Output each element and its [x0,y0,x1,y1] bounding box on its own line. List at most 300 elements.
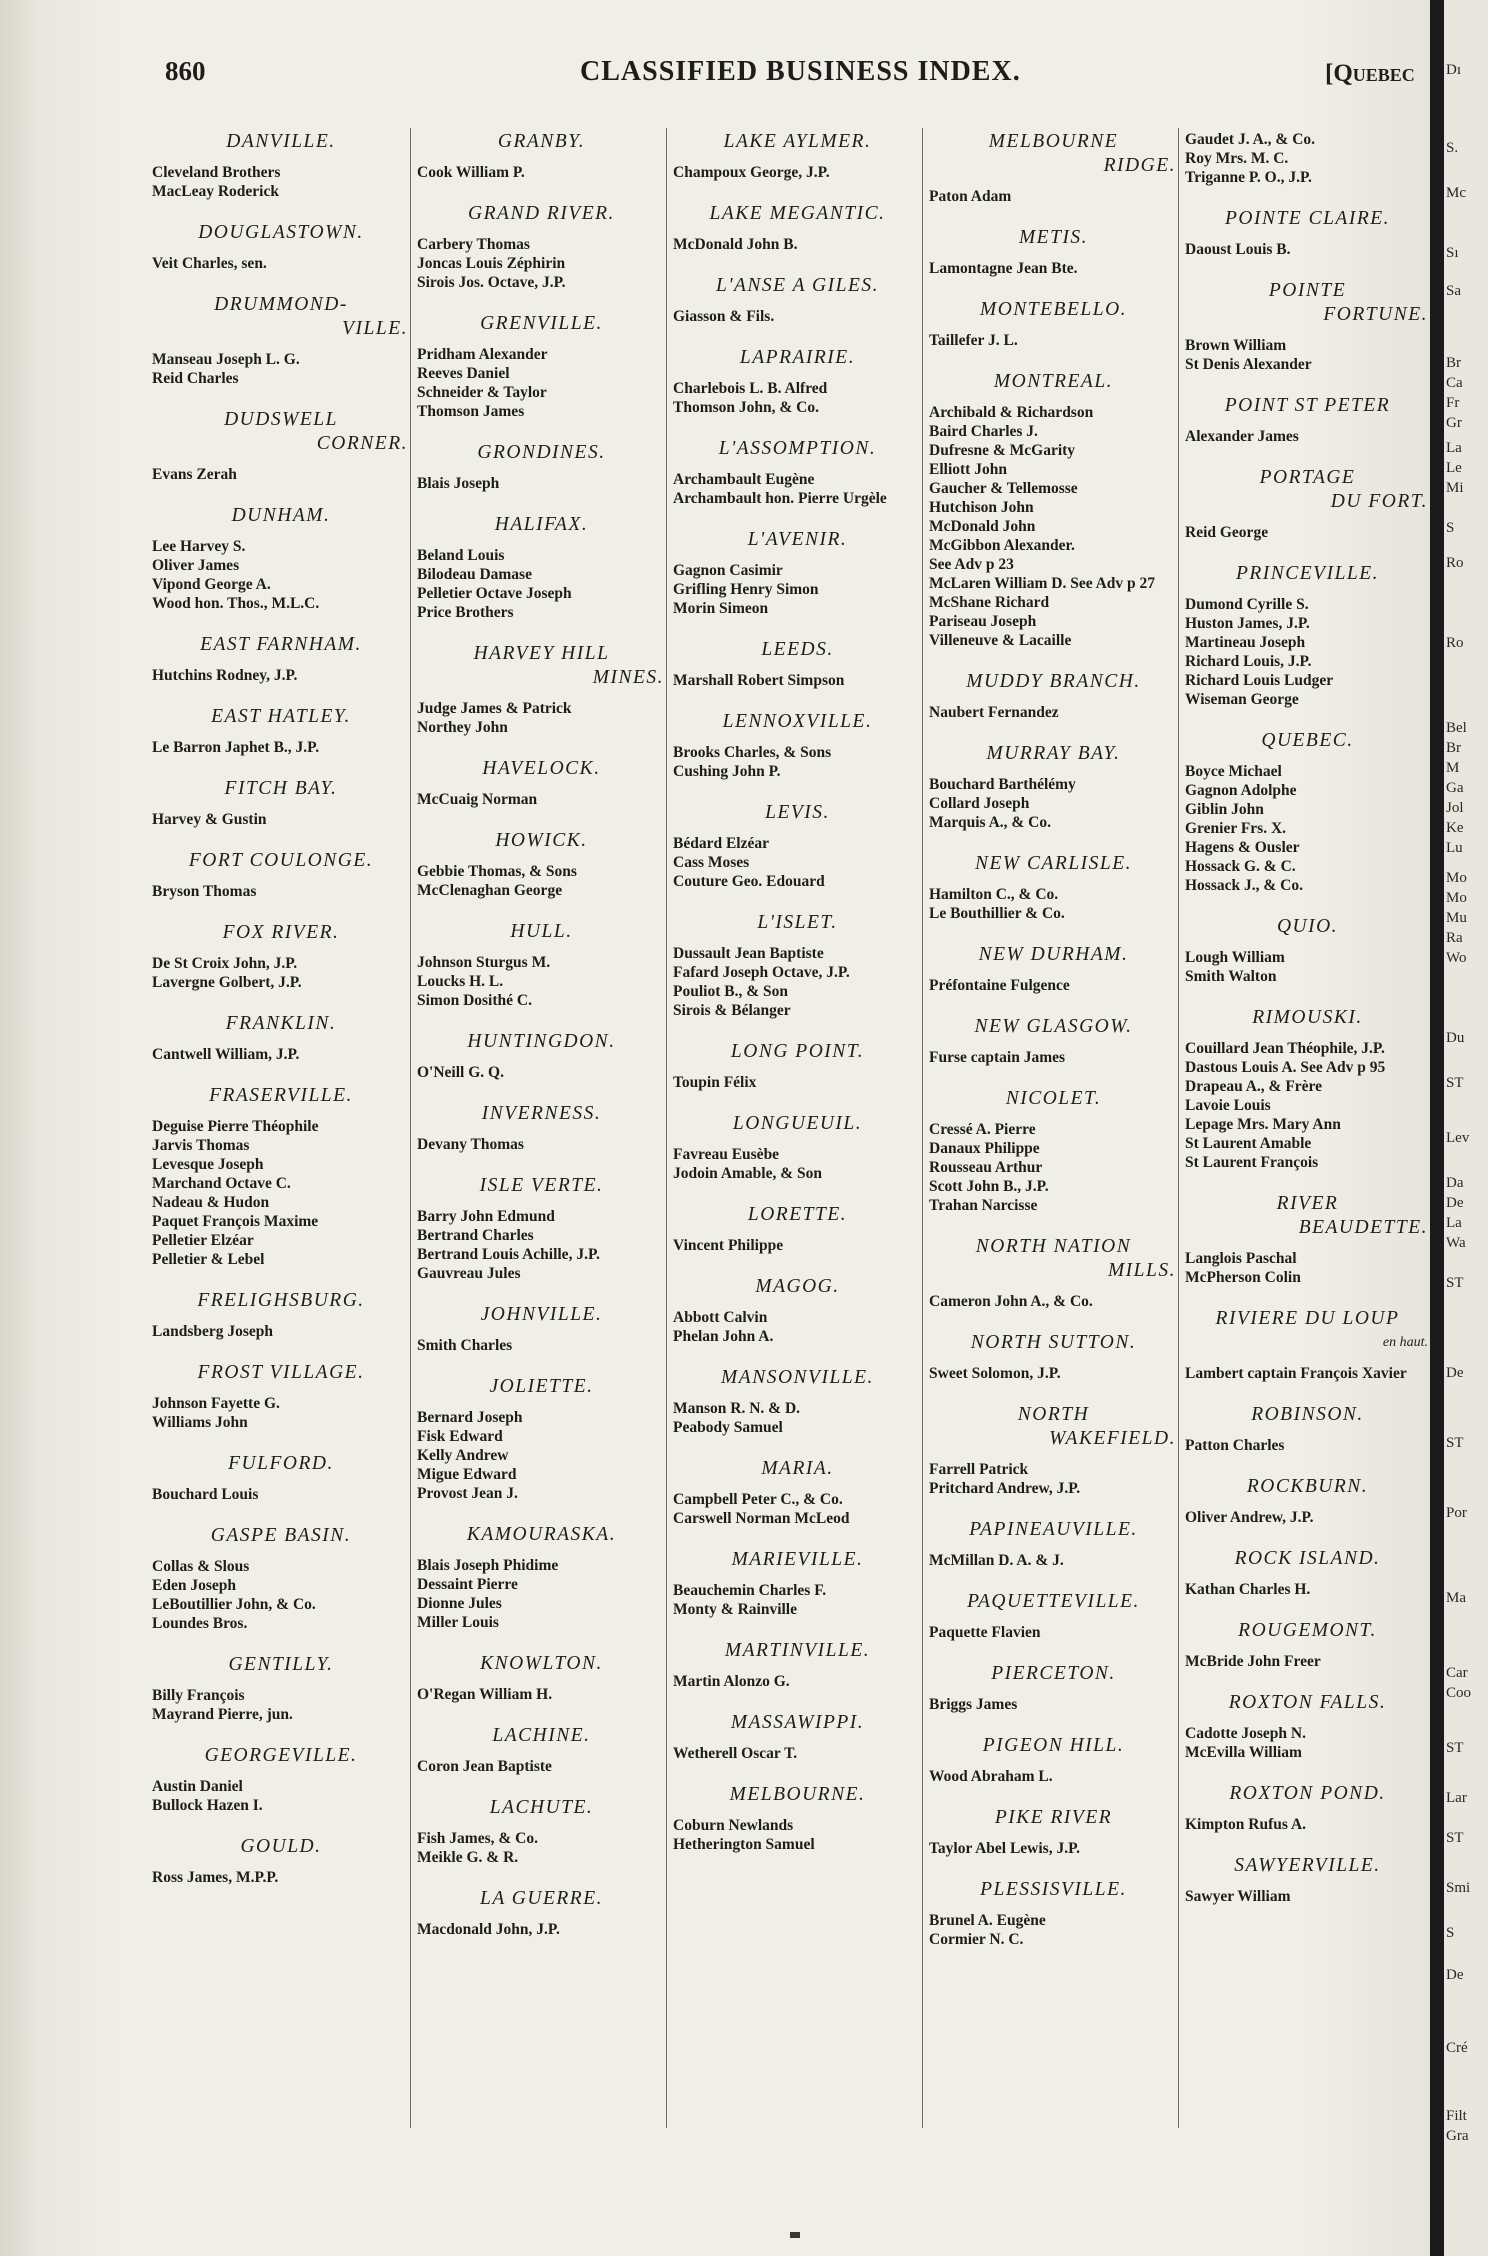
town-heading [1185,1547,1430,1571]
adjacent-page-fragment: Ra [1446,930,1463,946]
town-heading [417,1102,666,1126]
business-entry: Cleveland Brothers [152,164,281,181]
town-heading [929,1087,1178,1111]
town-name: GEORGEVILLE. [204,1745,358,1766]
town-heading [673,1711,922,1735]
adjacent-page-fragment: Ro [1446,635,1464,651]
adjacent-page-fragment: Car [1446,1665,1468,1681]
adjacent-page-fragment: Wo [1446,950,1467,966]
town-heading [152,705,410,729]
town-heading [417,1724,666,1748]
adjacent-page-fragment: De [1446,1365,1464,1381]
town-name: L'ASSOMPTION. [718,438,877,459]
town-name-continued: VILLE. [342,318,408,339]
business-entry: Phelan John A. [673,1328,774,1345]
town-heading [929,1235,1178,1283]
town-heading [929,943,1178,967]
town-name-continued: MINES. [592,667,664,688]
business-entry: Price Brothers [417,604,514,621]
adjacent-page-fragment: Ke [1446,820,1464,836]
business-entry: Lee Harvey S. [152,538,246,555]
town-name: MANSONVILLE. [721,1367,874,1388]
adjacent-page-fragment: De [1446,1967,1464,1983]
town-heading [1185,1619,1430,1643]
business-entry: Lavergne Golbert, J.P. [152,974,302,991]
town-heading [929,1331,1178,1355]
business-entry: Collard Joseph [929,795,1030,812]
town-heading [673,1203,922,1227]
business-entry: Abbott Calvin [673,1309,768,1326]
business-entry: Fish James, & Co. [417,1830,538,1847]
business-entry: O'Neill G. Q. [417,1064,504,1081]
business-entry: McMillan D. A. & J. [929,1552,1064,1569]
town-heading [152,1452,410,1476]
town-name-continued: CORNER. [316,433,408,454]
town-heading [1185,562,1430,586]
business-entry: Préfontaine Fulgence [929,977,1070,994]
town-name-continued: WAKEFIELD. [1049,1428,1176,1449]
town-name: ROCKBURN. [1246,1476,1369,1497]
town-name: FROST VILLAGE. [197,1362,365,1383]
town-name: LAKE AYLMER. [723,131,872,152]
town-heading [152,1524,410,1548]
town-name: DANVILLE. [226,131,336,152]
business-entry: Fisk Edward [417,1428,503,1445]
town-heading [929,298,1178,322]
adjacent-page-fragment: Dı [1446,62,1461,78]
town-heading [929,1878,1178,1902]
town-heading [673,1275,922,1299]
adjacent-page-fragment: Mo [1446,870,1467,886]
town-name: L'ISLET. [757,912,838,933]
business-entry: Paquet François Maxime [152,1213,319,1230]
business-entry: Boyce Michael [1185,763,1282,780]
adjacent-page-fragment: Lu [1446,840,1463,856]
business-entry: Cook William P. [417,164,525,181]
business-entry: Dumond Cyrille S. [1185,596,1309,613]
business-entry: Pelletier Octave Joseph [417,585,572,602]
business-entry: Collas & Slous [152,1558,250,1575]
town-name: L'AVENIR. [747,529,848,550]
town-name: LACHINE. [492,1725,591,1746]
town-name-continued: MILLS. [1107,1260,1176,1281]
adjacent-page-fragment: Gr [1446,415,1462,431]
business-entry: Paquette Flavien [929,1624,1041,1641]
town-name: PAQUETTEVILLE. [967,1591,1140,1612]
town-name-continued: FORTUNE. [1323,304,1428,325]
town-heading [673,1040,922,1064]
business-entry: Charlebois L. B. Alfred [673,380,828,397]
business-entry: Bilodeau Damase [417,566,532,583]
adjacent-page-fragment: Br [1446,355,1461,371]
business-entry: Martin Alonzo G. [673,1673,790,1690]
town-name-continued: DU FORT. [1330,491,1428,512]
adjacent-page-fragment: Le [1446,460,1462,476]
business-entry: Wood hon. Thos., M.L.C. [152,595,320,612]
business-entry: Couture Geo. Edouard [673,873,825,890]
town-name: DUNHAM. [231,505,331,526]
business-entry: Lepage Mrs. Mary Ann [1185,1116,1341,1133]
business-entry: Wood Abraham L. [929,1768,1053,1785]
business-entry: See Adv p 23 [929,556,1014,573]
business-entry: Miller Louis [417,1614,499,1631]
town-heading [152,1012,410,1036]
town-heading [1185,1403,1430,1427]
town-name: HARVEY HILL [473,643,610,664]
business-entry: Langlois Paschal [1185,1250,1297,1267]
adjacent-page-fragment: M [1446,760,1460,776]
page-header [165,52,1430,92]
town-name: POINTE [1268,280,1347,301]
business-entry: Peabody Samuel [673,1419,783,1436]
town-name: ROUGEMONT. [1238,1620,1377,1641]
business-entry: Daoust Louis B. [1185,241,1291,258]
business-entry: Giblin John [1185,801,1264,818]
business-entry: McShane Richard [929,594,1050,611]
town-heading [152,633,410,657]
town-name: GENTILLY. [228,1654,334,1675]
business-entry: Pritchard Andrew, J.P. [929,1480,1081,1497]
town-name: ROCK ISLAND. [1234,1548,1381,1569]
business-entry: Favreau Eusèbe [673,1146,780,1163]
business-entry: Bertrand Charles [417,1227,534,1244]
town-heading [152,1084,410,1108]
adjacent-page-fragment: Jol [1446,800,1464,816]
town-heading [417,312,666,336]
business-entry: Marchand Octave C. [152,1175,291,1192]
business-entry: Scott John B., J.P. [929,1178,1049,1195]
business-entry: Bouchard Barthélémy [929,776,1076,793]
business-entry: Furse captain James [929,1049,1066,1066]
town-heading [152,921,410,945]
town-heading [929,130,1178,178]
town-heading [929,670,1178,694]
town-heading [417,1375,666,1399]
adjacent-page-fragment: Fr [1446,395,1460,411]
business-entry: Cameron John A., & Co. [929,1293,1093,1310]
business-entry: Gaucher & Tellemosse [929,480,1078,497]
town-heading [417,130,666,154]
adjacent-page-fragment: ST [1446,1740,1464,1756]
town-name: HALIFAX. [494,514,589,535]
business-entry: Pridham Alexander [417,346,548,363]
business-entry: Smith Walton [1185,968,1277,985]
page-title: CLASSIFIED BUSINESS INDEX. [580,56,1021,87]
town-name: GRONDINES. [477,442,606,463]
adjacent-page-fragment: Por [1446,1505,1467,1521]
town-heading [152,1361,410,1385]
adjacent-page-fragment: De [1446,1195,1464,1211]
business-entry: Hossack J., & Co. [1185,877,1303,894]
town-heading [1185,1475,1430,1499]
town-name: LEEDS. [761,639,834,660]
business-entry: Devany Thomas [417,1136,524,1153]
adjacent-page-fragment: S [1446,520,1455,536]
business-entry: Bertrand Louis Achille, J.P. [417,1246,600,1263]
business-entry: Blais Joseph [417,475,500,492]
town-heading [417,1887,666,1911]
town-name: LAKE MEGANTIC. [709,203,886,224]
town-heading [417,920,666,944]
business-entry: Lambert captain François Xavier [1185,1365,1407,1382]
business-entry: Manson R. N. & D. [673,1400,801,1417]
town-name: DOUGLASTOWN. [198,222,364,243]
business-entry: Archibald & Richardson [929,404,1094,421]
business-entry: Cressé A. Pierre [929,1121,1036,1138]
business-entry: McLaren William D. See Adv p 27 [929,575,1156,592]
town-name: GRENVILLE. [480,313,603,334]
town-name: SAWYERVILLE. [1234,1855,1381,1876]
business-entry: Carswell Norman McLeod [673,1510,850,1527]
town-name: QUIO. [1276,916,1339,937]
business-entry: Barry John Edmund [417,1208,555,1225]
business-entry: Vincent Philippe [673,1237,784,1254]
town-name: MARTINVILLE. [724,1640,871,1661]
town-heading [417,1796,666,1820]
business-entry: Monty & Rainville [673,1601,797,1618]
town-heading [673,911,922,935]
business-entry: Blais Joseph Phidime [417,1557,559,1574]
adjacent-page-fragment: ST [1446,1075,1464,1091]
business-entry: Huston James, J.P. [1185,615,1310,632]
business-entry: Gauvreau Jules [417,1265,521,1282]
town-name: PIGEON HILL. [982,1735,1125,1756]
business-entry: McPherson Colin [1185,1269,1301,1286]
business-entry: Eden Joseph [152,1577,236,1594]
town-name: PIERCETON. [991,1663,1116,1684]
town-heading [673,1548,922,1572]
town-name: LA GUERRE. [480,1888,603,1909]
town-heading [417,1030,666,1054]
town-heading [417,202,666,226]
town-name: GOULD. [240,1836,322,1857]
adjacent-page-fragment: Lev [1446,1130,1470,1146]
town-name: NEW GLASGOW. [974,1016,1133,1037]
page-number: 860 [165,56,206,86]
town-heading [417,441,666,465]
business-entry: St Laurent Amable [1185,1135,1312,1152]
business-entry: Thomson James [417,403,525,420]
town-name: GRANBY. [497,131,586,152]
business-entry: Pelletier & Lebel [152,1251,265,1268]
town-name: RIMOUSKI. [1252,1007,1363,1028]
adjacent-page-fragment: Sı [1446,245,1459,261]
town-name: ISLE VERTE. [479,1175,604,1196]
town-heading [1185,394,1430,418]
town-name: RIVER [1276,1193,1339,1214]
town-heading [929,1806,1178,1830]
business-entry: Hossack G. & C. [1185,858,1296,875]
town-name: ROBINSON. [1251,1404,1364,1425]
town-heading [417,1303,666,1327]
town-name: PIKE RIVER [994,1807,1113,1828]
index-column [152,128,410,2128]
town-heading [673,1112,922,1136]
business-entry: Couillard Jean Théophile, J.P. [1185,1040,1385,1057]
business-entry: Lamontagne Jean Bte. [929,260,1078,277]
index-column [410,128,666,2128]
business-entry: Pariseau Joseph [929,613,1037,630]
business-entry: Campbell Peter C., & Co. [673,1491,843,1508]
town-name: HOWICK. [495,830,588,851]
adjacent-page-fragment: Da [1446,1175,1464,1191]
town-name: NEW CARLISLE. [974,853,1133,874]
town-heading [929,226,1178,250]
town-name: NORTH [1017,1404,1090,1425]
business-entry: Austin Daniel [152,1778,243,1795]
town-name: MAGOG. [755,1276,840,1297]
business-entry: Naubert Fernandez [929,704,1059,721]
town-heading [1185,279,1430,327]
town-heading [673,528,922,552]
town-name: POINT ST PETER [1224,395,1391,416]
town-heading [1185,1854,1430,1878]
town-name: EAST HATLEY. [211,706,351,727]
town-heading [152,408,410,456]
business-entry: Danaux Philippe [929,1140,1040,1157]
town-name: FITCH BAY. [224,778,338,799]
business-entry: O'Regan William H. [417,1686,553,1703]
business-entry: Gebbie Thomas, & Sons [417,863,577,880]
town-name: DRUMMOND- [214,294,348,315]
business-entry: Baird Charles J. [929,423,1038,440]
town-heading [417,757,666,781]
town-heading [1185,1782,1430,1806]
business-entry: Sawyer William [1185,1888,1291,1905]
town-heading [673,1366,922,1390]
town-heading [1185,1006,1430,1030]
business-entry: St Laurent François [1185,1154,1319,1171]
town-heading [417,1174,666,1198]
town-name: EAST FARNHAM. [200,634,362,655]
business-entry: Johnson Fayette G. [152,1395,280,1412]
town-heading [1185,729,1430,753]
business-entry: Richard Louis Ludger [1185,672,1334,689]
index-column [666,128,922,2128]
business-entry: Provost Jean J. [417,1485,518,1502]
town-name: JOHNVILLE. [480,1304,603,1325]
adjacent-page-edge [1444,0,1488,2256]
business-entry: Grifling Henry Simon [673,581,819,598]
town-heading [417,642,666,690]
business-entry: Manseau Joseph L. G. [152,351,300,368]
business-entry: Wetherell Oscar T. [673,1745,798,1762]
town-heading [929,370,1178,394]
business-entry: Northey John [417,719,508,736]
business-entry: McDonald John [929,518,1036,535]
town-name: LONG POINT. [730,1041,865,1062]
town-heading [1185,1691,1430,1715]
town-name: FRANKLIN. [225,1013,337,1034]
business-entry: Sirois & Bélanger [673,1002,791,1019]
business-entry: Giasson & Fils. [673,308,775,325]
adjacent-page-fragment: La [1446,440,1462,456]
business-entry: Hutchison John [929,499,1034,516]
adjacent-page-fragment: Mc [1446,185,1466,201]
business-entry: Dufresne & McGarity [929,442,1076,459]
town-name: POINTE CLAIRE. [1224,208,1391,229]
business-entry: Oliver James [152,557,240,574]
business-entry: Reid Charles [152,370,239,387]
business-entry: Lavoie Louis [1185,1097,1271,1114]
business-entry: Schneider & Taylor [417,384,547,401]
business-entry: McDonald John B. [673,236,798,253]
business-entry: Reid George [1185,524,1269,541]
business-entry: Johnson Sturgus M. [417,954,551,971]
town-heading [1185,1307,1430,1355]
adjacent-page-fragment: Ca [1446,375,1463,391]
business-entry: Le Barron Japhet B., J.P. [152,739,320,756]
town-name: MELBOURNE [988,131,1119,152]
business-entry: Ross James, M.P.P. [152,1869,279,1886]
adjacent-page-fragment: Gra [1446,2128,1469,2144]
town-heading [152,130,410,154]
business-entry: Cushing John P. [673,763,781,780]
town-name: PRINCEVILLE. [1235,563,1380,584]
business-entry: Paton Adam [929,188,1012,205]
adjacent-page-fragment: Mu [1446,910,1467,926]
business-entry: Williams John [152,1414,248,1431]
town-heading [673,437,922,461]
business-entry: Carbery Thomas [417,236,530,253]
business-entry: Brown William [1185,337,1287,354]
adjacent-page-fragment: Mo [1446,890,1467,906]
town-heading [152,504,410,528]
business-entry: Rousseau Arthur [929,1159,1043,1176]
business-entry: Elliott John [929,461,1007,478]
town-name: LENNOXVILLE. [722,711,873,732]
town-name: INVERNESS. [481,1103,602,1124]
business-entry: Cantwell William, J.P. [152,1046,300,1063]
town-name: MASSAWIPPI. [730,1712,865,1733]
town-name: MARIEVILLE. [731,1549,864,1570]
business-entry: Villeneuve & Lacaille [929,632,1072,649]
town-name-continued: BEAUDETTE. [1298,1217,1428,1238]
town-heading [673,202,922,226]
business-entry: Richard Louis, J.P. [1185,653,1312,670]
business-entry: Archambault hon. Pierre Urgèle [673,490,887,507]
town-heading [1185,1192,1430,1240]
town-heading [929,1518,1178,1542]
adjacent-page-fragment: Cré [1446,2040,1468,2056]
business-entry: McGibbon Alexander. [929,537,1075,554]
print-mark [790,2232,800,2238]
town-heading [673,801,922,825]
town-heading [673,130,922,154]
business-entry: Pouliot B., & Son [673,983,788,1000]
town-heading [929,742,1178,766]
business-entry: Trahan Narcisse [929,1197,1038,1214]
adjacent-page-fragment: Wa [1446,1235,1466,1251]
town-heading [417,513,666,537]
business-entry: Taylor Abel Lewis, J.P. [929,1840,1081,1857]
town-name: NEW DURHAM. [978,944,1129,965]
adjacent-page-fragment: ST [1446,1275,1464,1291]
business-entry: Briggs James [929,1696,1018,1713]
town-name: HUNTINGDON. [467,1031,616,1052]
business-entry: Patton Charles [1185,1437,1285,1454]
town-heading [673,638,922,662]
business-entry: Levesque Joseph [152,1156,264,1173]
business-entry: Dussault Jean Baptiste [673,945,824,962]
adjacent-page-fragment: ST [1446,1830,1464,1846]
town-name: MURRAY BAY. [986,743,1121,764]
business-entry: McEvilla William [1185,1744,1302,1761]
business-entry: Jarvis Thomas [152,1137,250,1154]
town-name: GASPE BASIN. [210,1525,352,1546]
town-name: LEVIS. [765,802,830,823]
business-entry: Gaudet J. A., & Co. [1185,131,1316,148]
